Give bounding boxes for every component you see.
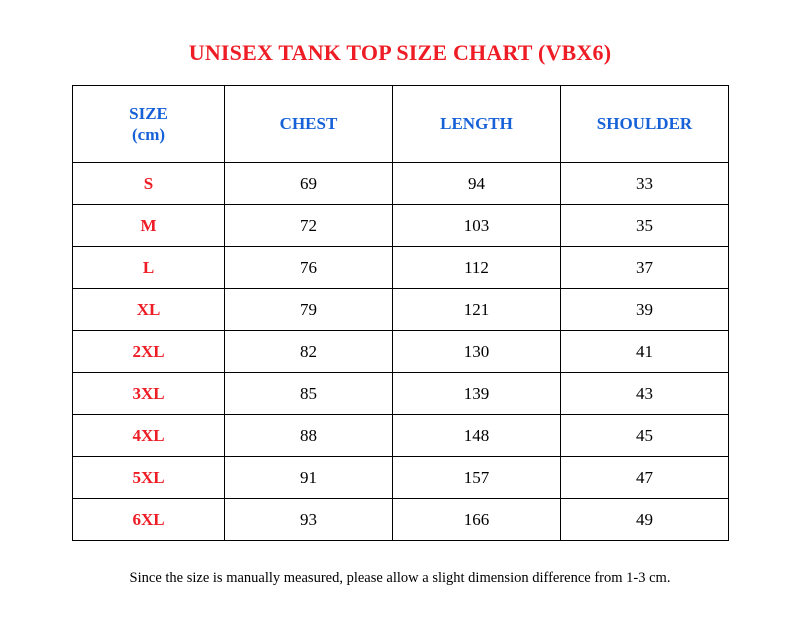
cell-chest: 93 — [225, 499, 393, 541]
cell-chest: 91 — [225, 457, 393, 499]
cell-shoulder: 39 — [561, 289, 729, 331]
column-header-shoulder: SHOULDER — [561, 86, 729, 163]
table-row — [73, 247, 729, 289]
page-title: UNISEX TANK TOP SIZE CHART (VBX6) — [188, 40, 612, 65]
table-row — [73, 205, 729, 247]
table-row — [73, 415, 729, 457]
cell-size: 4XL — [73, 415, 225, 457]
cell-chest: 85 — [225, 373, 393, 415]
cell-size: 2XL — [73, 331, 225, 373]
cell-shoulder: 37 — [561, 247, 729, 289]
table-row — [73, 289, 729, 331]
cell-chest: 72 — [225, 205, 393, 247]
cell-shoulder: 45 — [561, 415, 729, 457]
cell-chest: 88 — [225, 415, 393, 457]
cell-length: 130 — [393, 331, 561, 373]
cell-length: 148 — [393, 415, 561, 457]
cell-size: S — [73, 163, 225, 205]
cell-size: M — [73, 205, 225, 247]
cell-chest: 79 — [225, 289, 393, 331]
cell-chest: 69 — [225, 163, 393, 205]
cell-length: 103 — [393, 205, 561, 247]
column-header-size-line2: (cm) — [131, 125, 166, 144]
cell-shoulder: 49 — [561, 499, 729, 541]
cell-length: 166 — [393, 499, 561, 541]
cell-shoulder: 33 — [561, 163, 729, 205]
cell-size: L — [73, 247, 225, 289]
cell-length: 94 — [393, 163, 561, 205]
cell-shoulder: 41 — [561, 331, 729, 373]
table-row — [73, 373, 729, 415]
cell-size: 5XL — [73, 457, 225, 499]
table-header — [73, 86, 729, 163]
cell-length: 157 — [393, 457, 561, 499]
cell-size: 3XL — [73, 373, 225, 415]
cell-size: XL — [73, 289, 225, 331]
cell-chest: 76 — [225, 247, 393, 289]
table-body — [73, 163, 729, 541]
cell-shoulder: 35 — [561, 205, 729, 247]
column-header-chest: CHEST — [225, 86, 393, 163]
size-chart-table — [72, 85, 729, 541]
cell-shoulder: 47 — [561, 457, 729, 499]
column-header-length: LENGTH — [393, 86, 561, 163]
table-header-row — [73, 86, 729, 163]
cell-size: 6XL — [73, 499, 225, 541]
table-row — [73, 331, 729, 373]
column-header-size — [73, 86, 225, 163]
cell-length: 112 — [393, 247, 561, 289]
cell-chest: 82 — [225, 331, 393, 373]
cell-length: 139 — [393, 373, 561, 415]
table-row — [73, 457, 729, 499]
table-row — [73, 499, 729, 541]
table-row — [73, 163, 729, 205]
column-header-size-line1: SIZE — [129, 103, 168, 123]
measurement-note: Since the size is manually measured, please allow a slight dimension difference from 1-3 cm. — [129, 570, 671, 586]
cell-length: 121 — [393, 289, 561, 331]
cell-shoulder: 43 — [561, 373, 729, 415]
